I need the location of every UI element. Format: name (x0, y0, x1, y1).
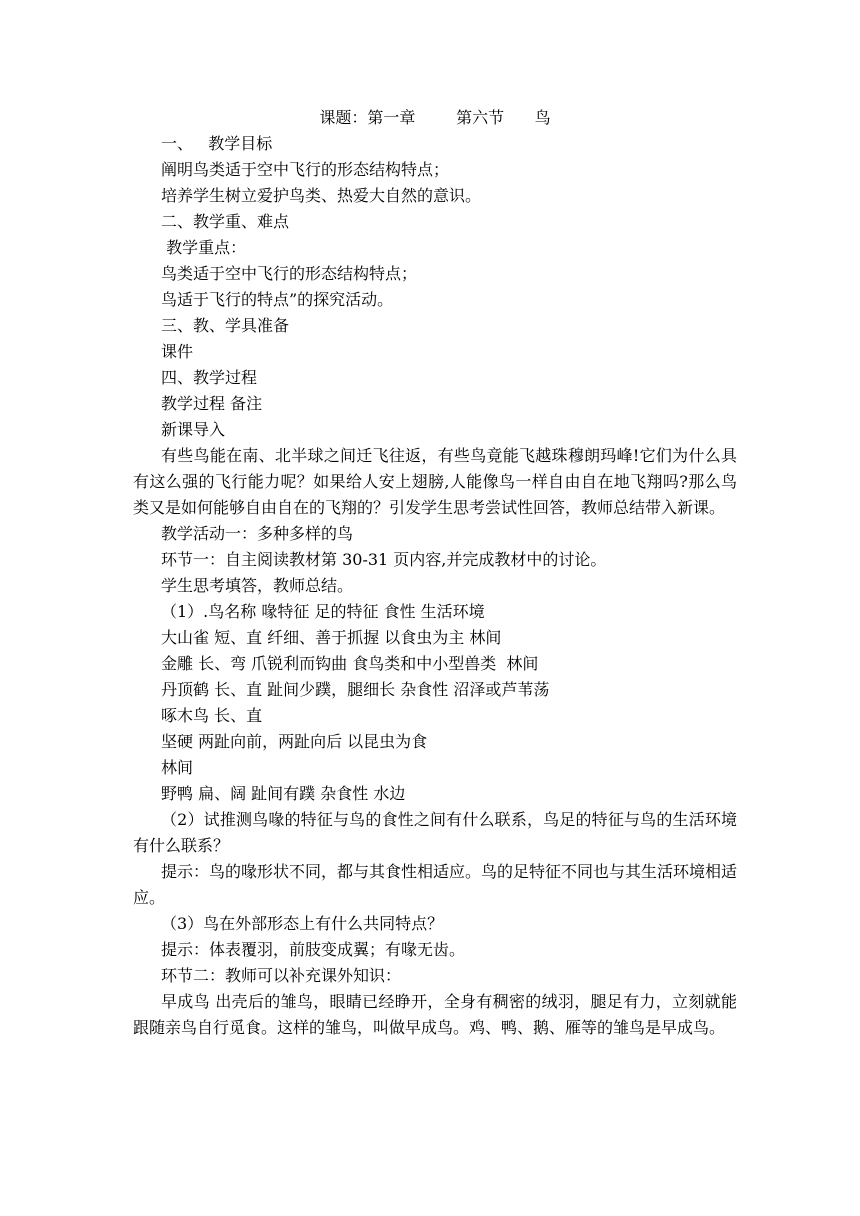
key-point-item: 鸟适于飞行的特点”的探究活动。 (161, 290, 394, 309)
process-header: 教学过程 备注 (161, 394, 263, 413)
objective-item: 阐明鸟类适于空中飞行的形态结构特点； (161, 160, 450, 179)
table-row: 野鸭 扁、阔 趾间有蹼 杂食性 水边 (161, 784, 406, 803)
intro-heading: 新课导入 (161, 420, 226, 439)
objective-item: 培养学生树立爱护鸟类、热爱大自然的意识。 (161, 186, 482, 205)
table-row: 林间 (161, 758, 194, 777)
key-point-item: 鸟类适于空中飞行的形态结构特点； (161, 264, 418, 283)
table-row: 金雕 长、弯 爪锐利而钩曲 食鸟类和中小型兽类 林间 (161, 654, 539, 673)
table-row: 啄木鸟 长、直 (161, 706, 263, 725)
extra-knowledge-paragraph: 早成鸟 出壳后的雏鸟，眼睛已经睁开，全身有稠密的绒羽，腿足有力，立刻就能跟随亲鸟自行觅食。这样的雏鸟，叫做早成鸟。鸡、鸭、鹅、雁等的雏鸟是早成鸟。 (133, 992, 737, 1037)
activity-heading: 教学活动一：多种多样的鸟 (161, 524, 354, 543)
hint-two: 提示：鸟的喙形状不同，都与其食性相适应。鸟的足特征不同也与其生活环境相适应。 (133, 862, 738, 907)
document-body (133, 105, 737, 1041)
section-heading-materials: 三、教、学具准备 (161, 316, 290, 335)
intro-paragraph: 有些鸟能在南、北半球之间迁飞往返，有些鸟竟能飞越珠穆朗玛峰!它们为什么具有这么强的飞行能力呢？如果给人安上翅膀,人能像鸟一样自由自在地飞翔吗?那么鸟类又是如何能够自由自在的飞翔的？引发学生思考尝试性回答，教师总结带入新课。 (133, 446, 737, 517)
step-two: 环节二：教师可以补充课外知识： (161, 966, 402, 985)
table-header-row: （1）.鸟名称 喙特征 足的特征 食性 生活环境 (161, 602, 485, 621)
table-row: 坚硬 两趾向前，两趾向后 以昆虫为食 (161, 732, 428, 751)
lesson-title: 课题：第一章 第六节 鸟 (319, 108, 551, 127)
section-heading-key-points: 二、教学重、难点 (161, 212, 290, 231)
table-row: 大山雀 短、直 纤细、善于抓握 以食虫为主 林间 (161, 628, 502, 647)
question-three: （3）鸟在外部形态上有什么共同特点？ (161, 914, 444, 933)
step-note: 学生思考填答，教师总结。 (161, 576, 354, 595)
question-two: （2）试推测鸟喙的特征与鸟的食性之间有什么联系，鸟足的特征与鸟的生活环境有什么联系？ (133, 810, 737, 855)
section-heading-objectives: 一、 教学目标 (161, 134, 273, 153)
table-row: 丹顶鹤 长、直 趾间少蹼，腿细长 杂食性 沼泽或芦苇荡 (161, 680, 550, 699)
hint-three: 提示：体表覆羽，前肢变成翼；有喙无齿。 (161, 940, 466, 959)
subheading-key-points: 教学重点： (161, 238, 247, 257)
materials-item: 课件 (161, 342, 194, 361)
step-one: 环节一：自主阅读教材第 30-31 页内容,并完成教材中的讨论。 (161, 550, 607, 569)
section-heading-process: 四、教学过程 (161, 368, 258, 387)
